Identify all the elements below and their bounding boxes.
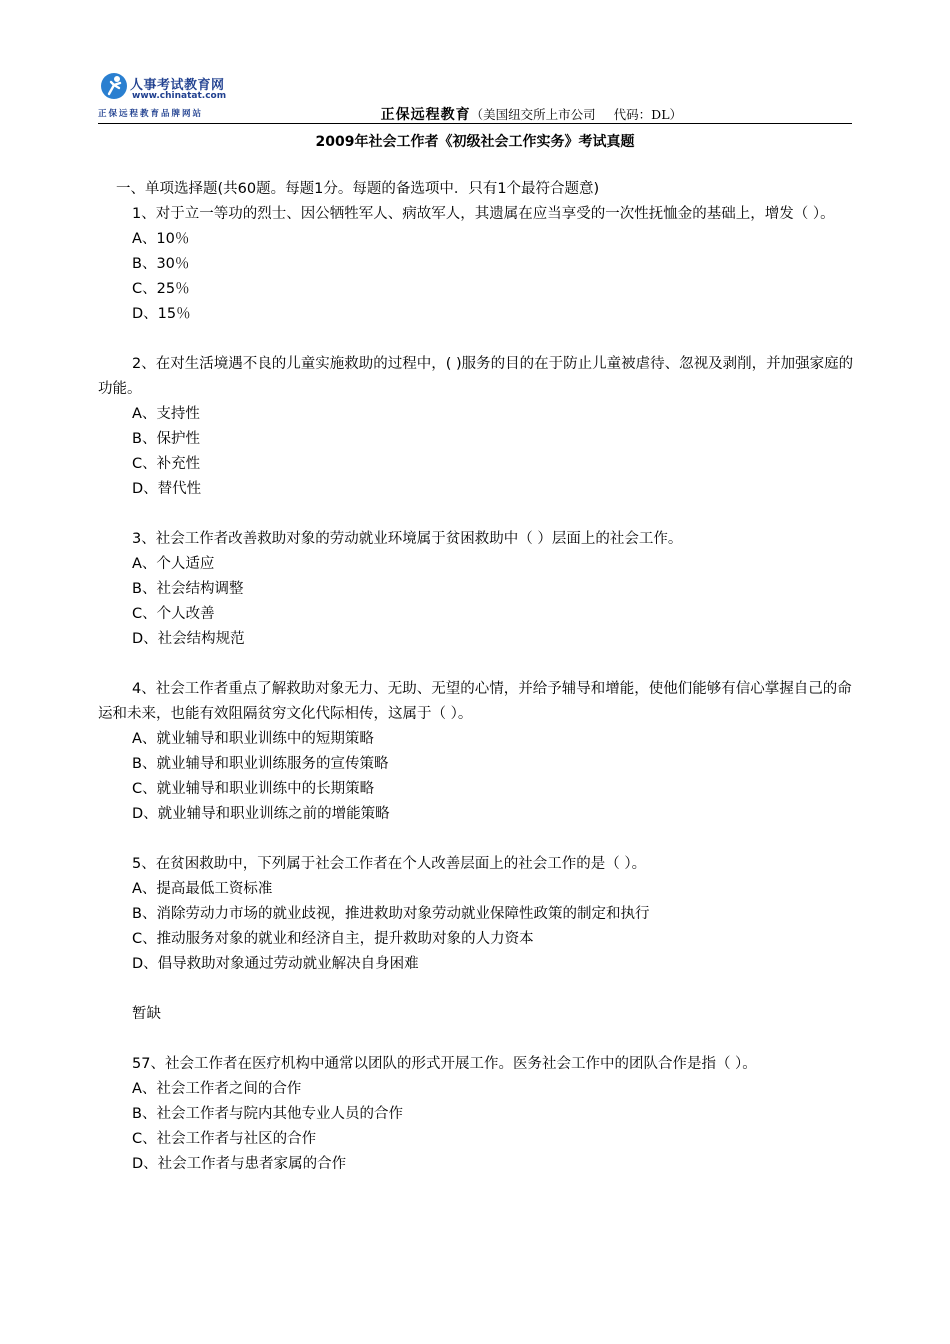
option-b: B、30％: [132, 256, 190, 272]
option-a: A、10％: [132, 231, 190, 247]
option-b: B、就业辅导和职业训练服务的宣传策略: [132, 756, 389, 772]
question-stem: 5、在贫困救助中，下列属于社会工作者在个人改善层面上的社会工作的是（ ）。: [132, 856, 647, 872]
option-d: D、替代性: [132, 481, 202, 497]
runner-logo-icon: [100, 72, 128, 100]
logo-site-name: 人事考试教育网: [130, 78, 225, 93]
logo-url: www.chinatat.com: [132, 91, 227, 101]
header-rule: [98, 123, 852, 124]
logo-slogan: 正保远程教育品牌网站: [98, 109, 204, 119]
option-a: A、提高最低工资标准: [132, 881, 273, 897]
document-body: [98, 177, 854, 1177]
company-note: （美国纽交所上市公司: [470, 107, 596, 122]
question-block: [98, 202, 854, 327]
option-c: C、25％: [132, 281, 190, 297]
spacer: [98, 502, 854, 527]
option-d: D、就业辅导和职业训练之前的增能策略: [132, 806, 390, 822]
question-block: [98, 852, 854, 977]
spacer: [98, 327, 854, 352]
header-company-info: [381, 104, 682, 124]
site-logo[interactable]: [98, 66, 238, 122]
question-stem: 4、社会工作者重点了解救助对象无力、无助、无望的心情，并给予辅导和增能，使他们能够有信心掌握自己的命运和未来，也能有效阻隔贫穷文化代际相传，这属于（ ）。: [98, 681, 852, 722]
missing-note: 暂缺: [132, 1006, 161, 1022]
question-block: [98, 1052, 854, 1177]
option-d: D、倡导救助对象通过劳动就业解决自身困难: [132, 956, 419, 972]
question-stem: 57、社会工作者在医疗机构中通常以团队的形式开展工作。医务社会工作中的团队合作是指（ ）。: [132, 1056, 757, 1072]
option-b: B、社会工作者与院内其他专业人员的合作: [132, 1106, 403, 1122]
question-stem: 2、在对生活境遇不良的儿童实施救助的过程中，( )服务的目的在于防止儿童被虐待、忽视及剥削，并加强家庭的功能。: [98, 356, 854, 397]
section-heading: 一、单项选择题(共60题。每题1分。每题的备选项中．只有1个最符合题意): [116, 181, 600, 197]
option-c: C、社会工作者与社区的合作: [132, 1131, 317, 1147]
question-block: [98, 677, 854, 827]
question-block: [98, 352, 854, 502]
question-stem: 3、社会工作者改善救助对象的劳动就业环境属于贫困救助中（ ）层面上的社会工作。: [132, 531, 683, 547]
option-b: B、保护性: [132, 431, 200, 447]
option-c: C、就业辅导和职业训练中的长期策略: [132, 781, 375, 797]
option-b: B、消除劳动力市场的就业歧视，推进救助对象劳动就业保障性政策的制定和执行: [132, 906, 650, 922]
page-header: [98, 60, 852, 124]
option-d: D、社会结构规范: [132, 631, 245, 647]
spacer: [98, 977, 854, 1002]
option-c: C、推动服务对象的就业和经济自主，提升救助对象的人力资本: [132, 931, 534, 947]
option-d: D、社会工作者与患者家属的合作: [132, 1156, 347, 1172]
option-a: A、社会工作者之间的合作: [132, 1081, 302, 1097]
option-a: A、支持性: [132, 406, 200, 422]
option-c: C、补充性: [132, 456, 201, 472]
spacer: [98, 652, 854, 677]
spacer: [98, 827, 854, 852]
option-c: C、个人改善: [132, 606, 215, 622]
question-block: [98, 527, 854, 652]
question-stem: 1、对于立一等功的烈士、因公牺牲军人、病故军人，其遗属在应当享受的一次性抚恤金的基础上，增发（ ）。: [132, 206, 835, 222]
option-b: B、社会结构调整: [132, 581, 244, 597]
brand-name: 正保远程教育: [380, 107, 471, 123]
document-title: 2009年社会工作者《初级社会工作实务》考试真题: [315, 134, 635, 150]
stock-code: 代码：DL）: [613, 107, 682, 122]
option-a: A、个人适应: [132, 556, 215, 572]
spacer: [98, 1027, 854, 1052]
option-a: A、就业辅导和职业训练中的短期策略: [132, 731, 374, 747]
option-d: D、15％: [132, 306, 191, 322]
